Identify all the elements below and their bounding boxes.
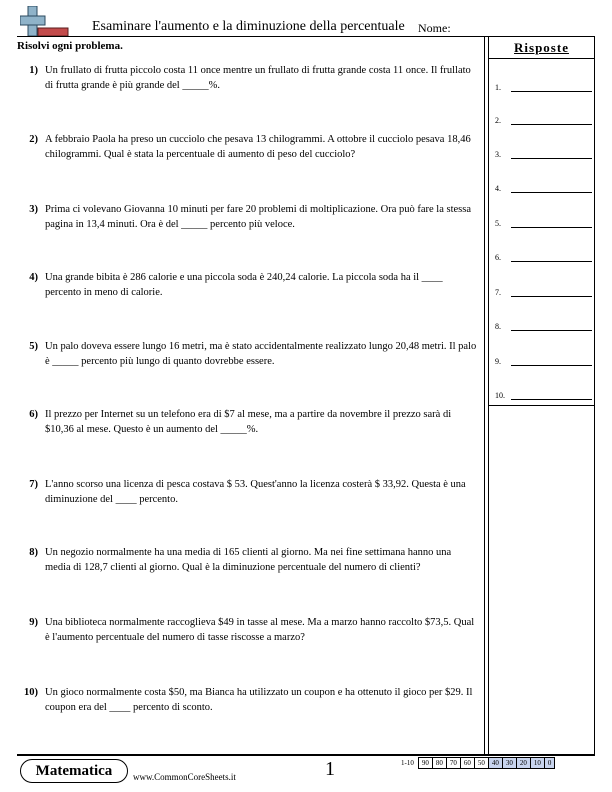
- answer-line-1[interactable]: [511, 91, 592, 92]
- answer-line-2[interactable]: [511, 124, 592, 125]
- problem-number: 9): [29, 617, 38, 628]
- score-cell: 0: [544, 758, 555, 769]
- answers-divider: [489, 58, 594, 59]
- problem-text: Una grande bibita è 286 calorie e una piccola soda è 240,24 calorie. La piccola soda ha il ____ percento in meno di calorie.: [45, 272, 443, 298]
- score-cell: 20: [516, 758, 530, 769]
- score-cell: 80: [432, 758, 446, 769]
- score-cell: 90: [418, 758, 432, 769]
- footer-divider: [17, 754, 595, 756]
- problem-text: Una biblioteca normalmente raccoglieva $49 in tasse al mese. Ma a marzo hanno raccolto $73,5. Qual è l'aumento percentuale del numero di tasse riscosse a marzo?: [45, 617, 475, 643]
- right-border: [594, 36, 595, 754]
- score-label: 1-10: [401, 759, 414, 767]
- answer-line-5[interactable]: [511, 227, 592, 228]
- problem-text: Un negozio normalmente ha una media di 165 clienti al giorno. Ma nei fine settimana hanno una media di 128,7 clienti al giorno. Qual è la diminuzione percentuale del numero di clienti?: [45, 547, 452, 573]
- column-divider: [488, 36, 489, 754]
- answer-number: 4.: [495, 184, 501, 193]
- page-number: 1: [325, 758, 335, 780]
- problem-number: 10): [24, 687, 38, 698]
- answer-number: 3.: [495, 150, 501, 159]
- problem-text: Prima ci volevano Giovanna 10 minuti per fare 20 problemi di moltiplicazione. Ora può fare la stessa pagina in 13,4 minuti. Ora è del _____ percento più veloce.: [45, 204, 471, 230]
- answer-number: 7.: [495, 288, 501, 297]
- problem-text: Un frullato di frutta piccolo costa 11 once mentre un frullato di frutta grande costa 11 once. Il frullato di frutta grande è più grande del _____%.: [45, 65, 471, 91]
- problem-number: 2): [29, 134, 38, 145]
- column-divider: [484, 36, 485, 754]
- score-cell: 30: [502, 758, 516, 769]
- score-cell: 60: [460, 758, 474, 769]
- problem-number: 4): [29, 272, 38, 283]
- answer-number: 2.: [495, 116, 501, 125]
- answer-line-7[interactable]: [511, 296, 592, 297]
- problem-text: Un gioco normalmente costa $50, ma Bianca ha utilizzato un coupon e ha ottenuto il gioco per $29. Il coupon era del ____ percento di sconto.: [45, 687, 473, 713]
- score-cell: 50: [474, 758, 488, 769]
- answer-number: 10.: [495, 391, 505, 400]
- score-cell: 40: [488, 758, 502, 769]
- answer-line-4[interactable]: [511, 192, 592, 193]
- answer-line-3[interactable]: [511, 158, 592, 159]
- problem-number: 5): [29, 341, 38, 352]
- answer-line-8[interactable]: [511, 330, 592, 331]
- problem-number: 3): [29, 204, 38, 215]
- answer-number: 8.: [495, 322, 501, 331]
- score-cell: 70: [446, 758, 460, 769]
- problem-number: 7): [29, 479, 38, 490]
- answer-number: 5.: [495, 219, 501, 228]
- score-cell: 10: [530, 758, 544, 769]
- answers-title: Risposte: [514, 40, 569, 55]
- site-url: www.CommonCoreSheets.it: [133, 772, 236, 782]
- problem-text: A febbraio Paola ha preso un cucciolo che pesava 13 chilogrammi. A ottobre il cucciolo pesava 18,46 chilogrammi. Qual è stata la percentuale di aumento di peso del cucciolo?: [45, 134, 471, 160]
- brand-badge: Matematica: [20, 759, 128, 783]
- answer-line-10[interactable]: [511, 399, 592, 400]
- problem-number: 8): [29, 547, 38, 558]
- instructions: Risolvi ogni problema.: [17, 40, 123, 52]
- name-label: Nome:: [418, 21, 451, 35]
- answer-number: 6.: [495, 253, 501, 262]
- problem-number: 1): [29, 65, 38, 76]
- header-divider: [17, 36, 595, 37]
- score-table: [398, 757, 555, 769]
- problem-number: 6): [29, 409, 38, 420]
- problem-text: Il prezzo per Internet su un telefono era di $7 al mese, ma a partire da novembre il prezzo sarà di $10,36 al mese. Questo è un aumento del _____%.: [45, 409, 452, 435]
- answer-number: 1.: [495, 83, 501, 92]
- answer-line-6[interactable]: [511, 261, 592, 262]
- plus-minus-logo-icon: [20, 6, 70, 38]
- problem-text: L'anno scorso una licenza di pesca costava $ 53. Quest'anno la licenza costerà $ 33,92. Questa è una diminuzione del ____ percento.: [45, 479, 466, 505]
- page-title: Esaminare l'aumento e la diminuzione della percentuale: [92, 19, 405, 34]
- problem-text: Un palo doveva essere lungo 16 metri, ma è stato accidentalmente realizzato lungo 20,48 metri. Il palo è _____ percento più lungo di quanto dovrebbe essere.: [45, 341, 477, 367]
- answers-bottom-divider: [489, 405, 594, 406]
- answer-line-9[interactable]: [511, 365, 592, 366]
- answer-number: 9.: [495, 357, 501, 366]
